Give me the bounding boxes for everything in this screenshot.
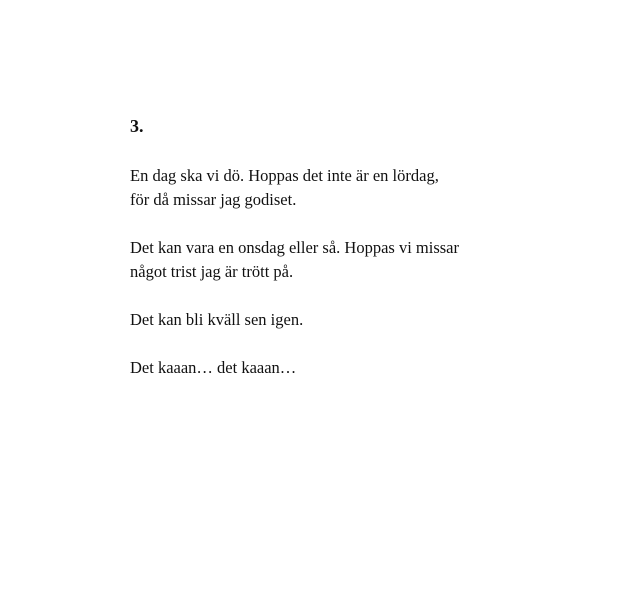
- paragraph-1: [130, 164, 570, 212]
- text-line: Det kan vara en onsdag eller så. Hoppas vi missar: [130, 238, 459, 257]
- text-line: Det kan bli kväll sen igen.: [130, 310, 304, 329]
- poem-body: [130, 164, 570, 404]
- paragraph-2: [130, 236, 570, 284]
- text-line: En dag ska vi dö. Hoppas det inte är en lördag,: [130, 166, 439, 185]
- section-heading: 3.: [130, 116, 144, 136]
- paragraph-4: [130, 356, 570, 380]
- paragraph-3: [130, 308, 570, 332]
- text-line: något trist jag är trött på.: [130, 262, 294, 281]
- text-line: Det kaaan… det kaaan…: [130, 358, 297, 377]
- text-line: för då missar jag godiset.: [130, 190, 297, 209]
